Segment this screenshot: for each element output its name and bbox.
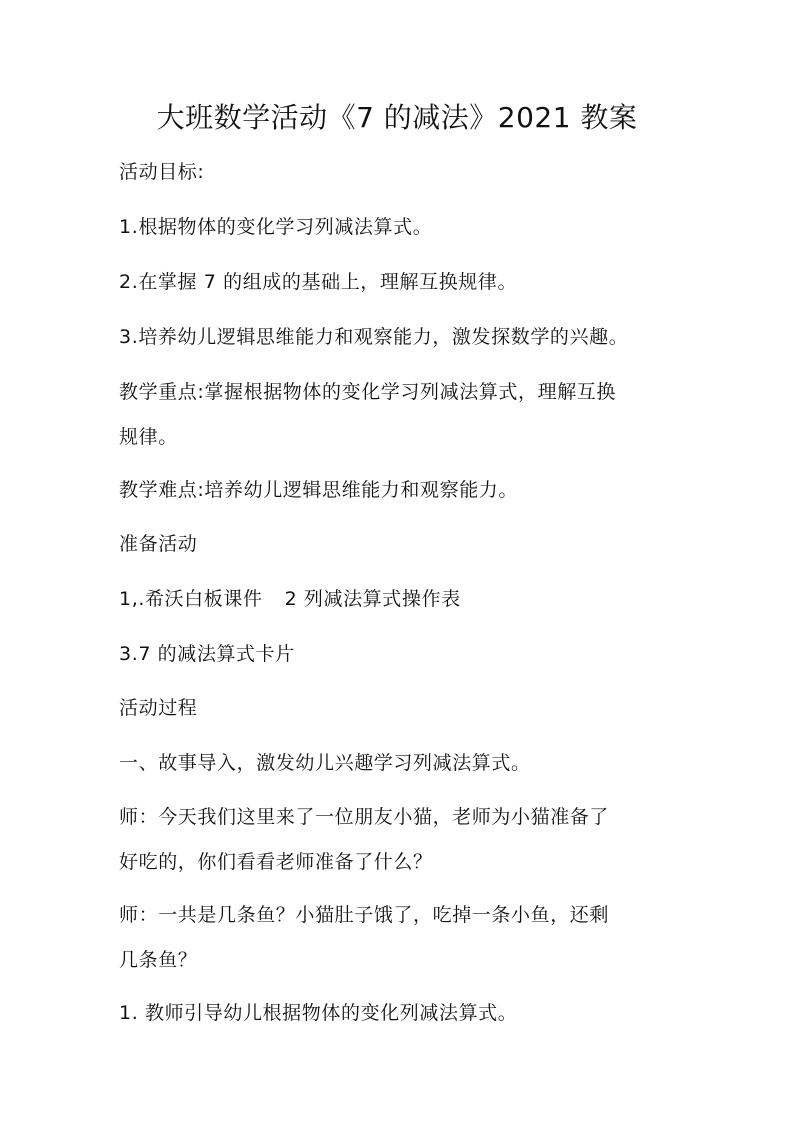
- paragraph-objectives-heading: [119, 150, 679, 195]
- text-line: 活动目标:: [119, 161, 205, 183]
- text-line: 一、故事导入，激发幼儿兴趣学习列减法算式。: [119, 752, 531, 774]
- paragraph-teaching-focus: [119, 370, 679, 460]
- paragraph-preparation-item-3: [119, 632, 679, 677]
- paragraph-preparation-heading: [119, 522, 679, 567]
- text-part: 2 列减法算式操作表: [284, 588, 461, 610]
- text-line: 3.培养幼儿逻辑思维能力和观察能力，激发探数学的兴趣。: [119, 326, 629, 348]
- paragraph-process-heading: [119, 686, 679, 731]
- text-line: 师：一共是几条鱼？小猫肚子饿了，吃掉一条小鱼，还剩: [119, 904, 610, 926]
- text-line: 规律。: [119, 426, 178, 448]
- text-line: 1. 教师引导幼儿根据物体的变化列减法算式。: [119, 1002, 518, 1024]
- paragraph-objective-3: [119, 315, 679, 360]
- paragraph-preparation-items: [119, 577, 679, 622]
- paragraph-teaching-difficulty: [119, 468, 679, 513]
- text-line: 3.7 的减法算式卡片: [119, 643, 295, 665]
- paragraph-objective-2: [119, 260, 679, 305]
- text-part: 1,.希沃白板课件: [119, 588, 263, 610]
- paragraph-objective-1: [119, 205, 679, 250]
- document-title: 大班数学活动《7 的减法》2021 教案: [156, 101, 638, 134]
- text-line: 教学重点:掌握根据物体的变化学习列减法算式，理解互换: [119, 381, 617, 403]
- paragraph-guidance-1: [119, 991, 679, 1036]
- text-line: 准备活动: [119, 533, 198, 555]
- text-line: 几条鱼？: [119, 949, 198, 971]
- text-line: 教学难点:培养幼儿逻辑思维能力和观察能力。: [119, 479, 519, 501]
- paragraph-teacher-dialogue-1: [119, 795, 679, 885]
- text-line: 活动过程: [119, 697, 198, 719]
- text-line: 2.在掌握 7 的组成的基础上，理解互换规律。: [119, 271, 518, 293]
- text-line: 1.根据物体的变化学习列减法算式。: [119, 216, 433, 238]
- text-line: 好吃的，你们看看老师准备了什么？: [119, 851, 433, 873]
- paragraph-teacher-dialogue-2: [119, 893, 679, 983]
- paragraph-process-step-1: [119, 741, 679, 786]
- text-line: 师：今天我们这里来了一位朋友小猫，老师为小猫准备了: [119, 806, 610, 828]
